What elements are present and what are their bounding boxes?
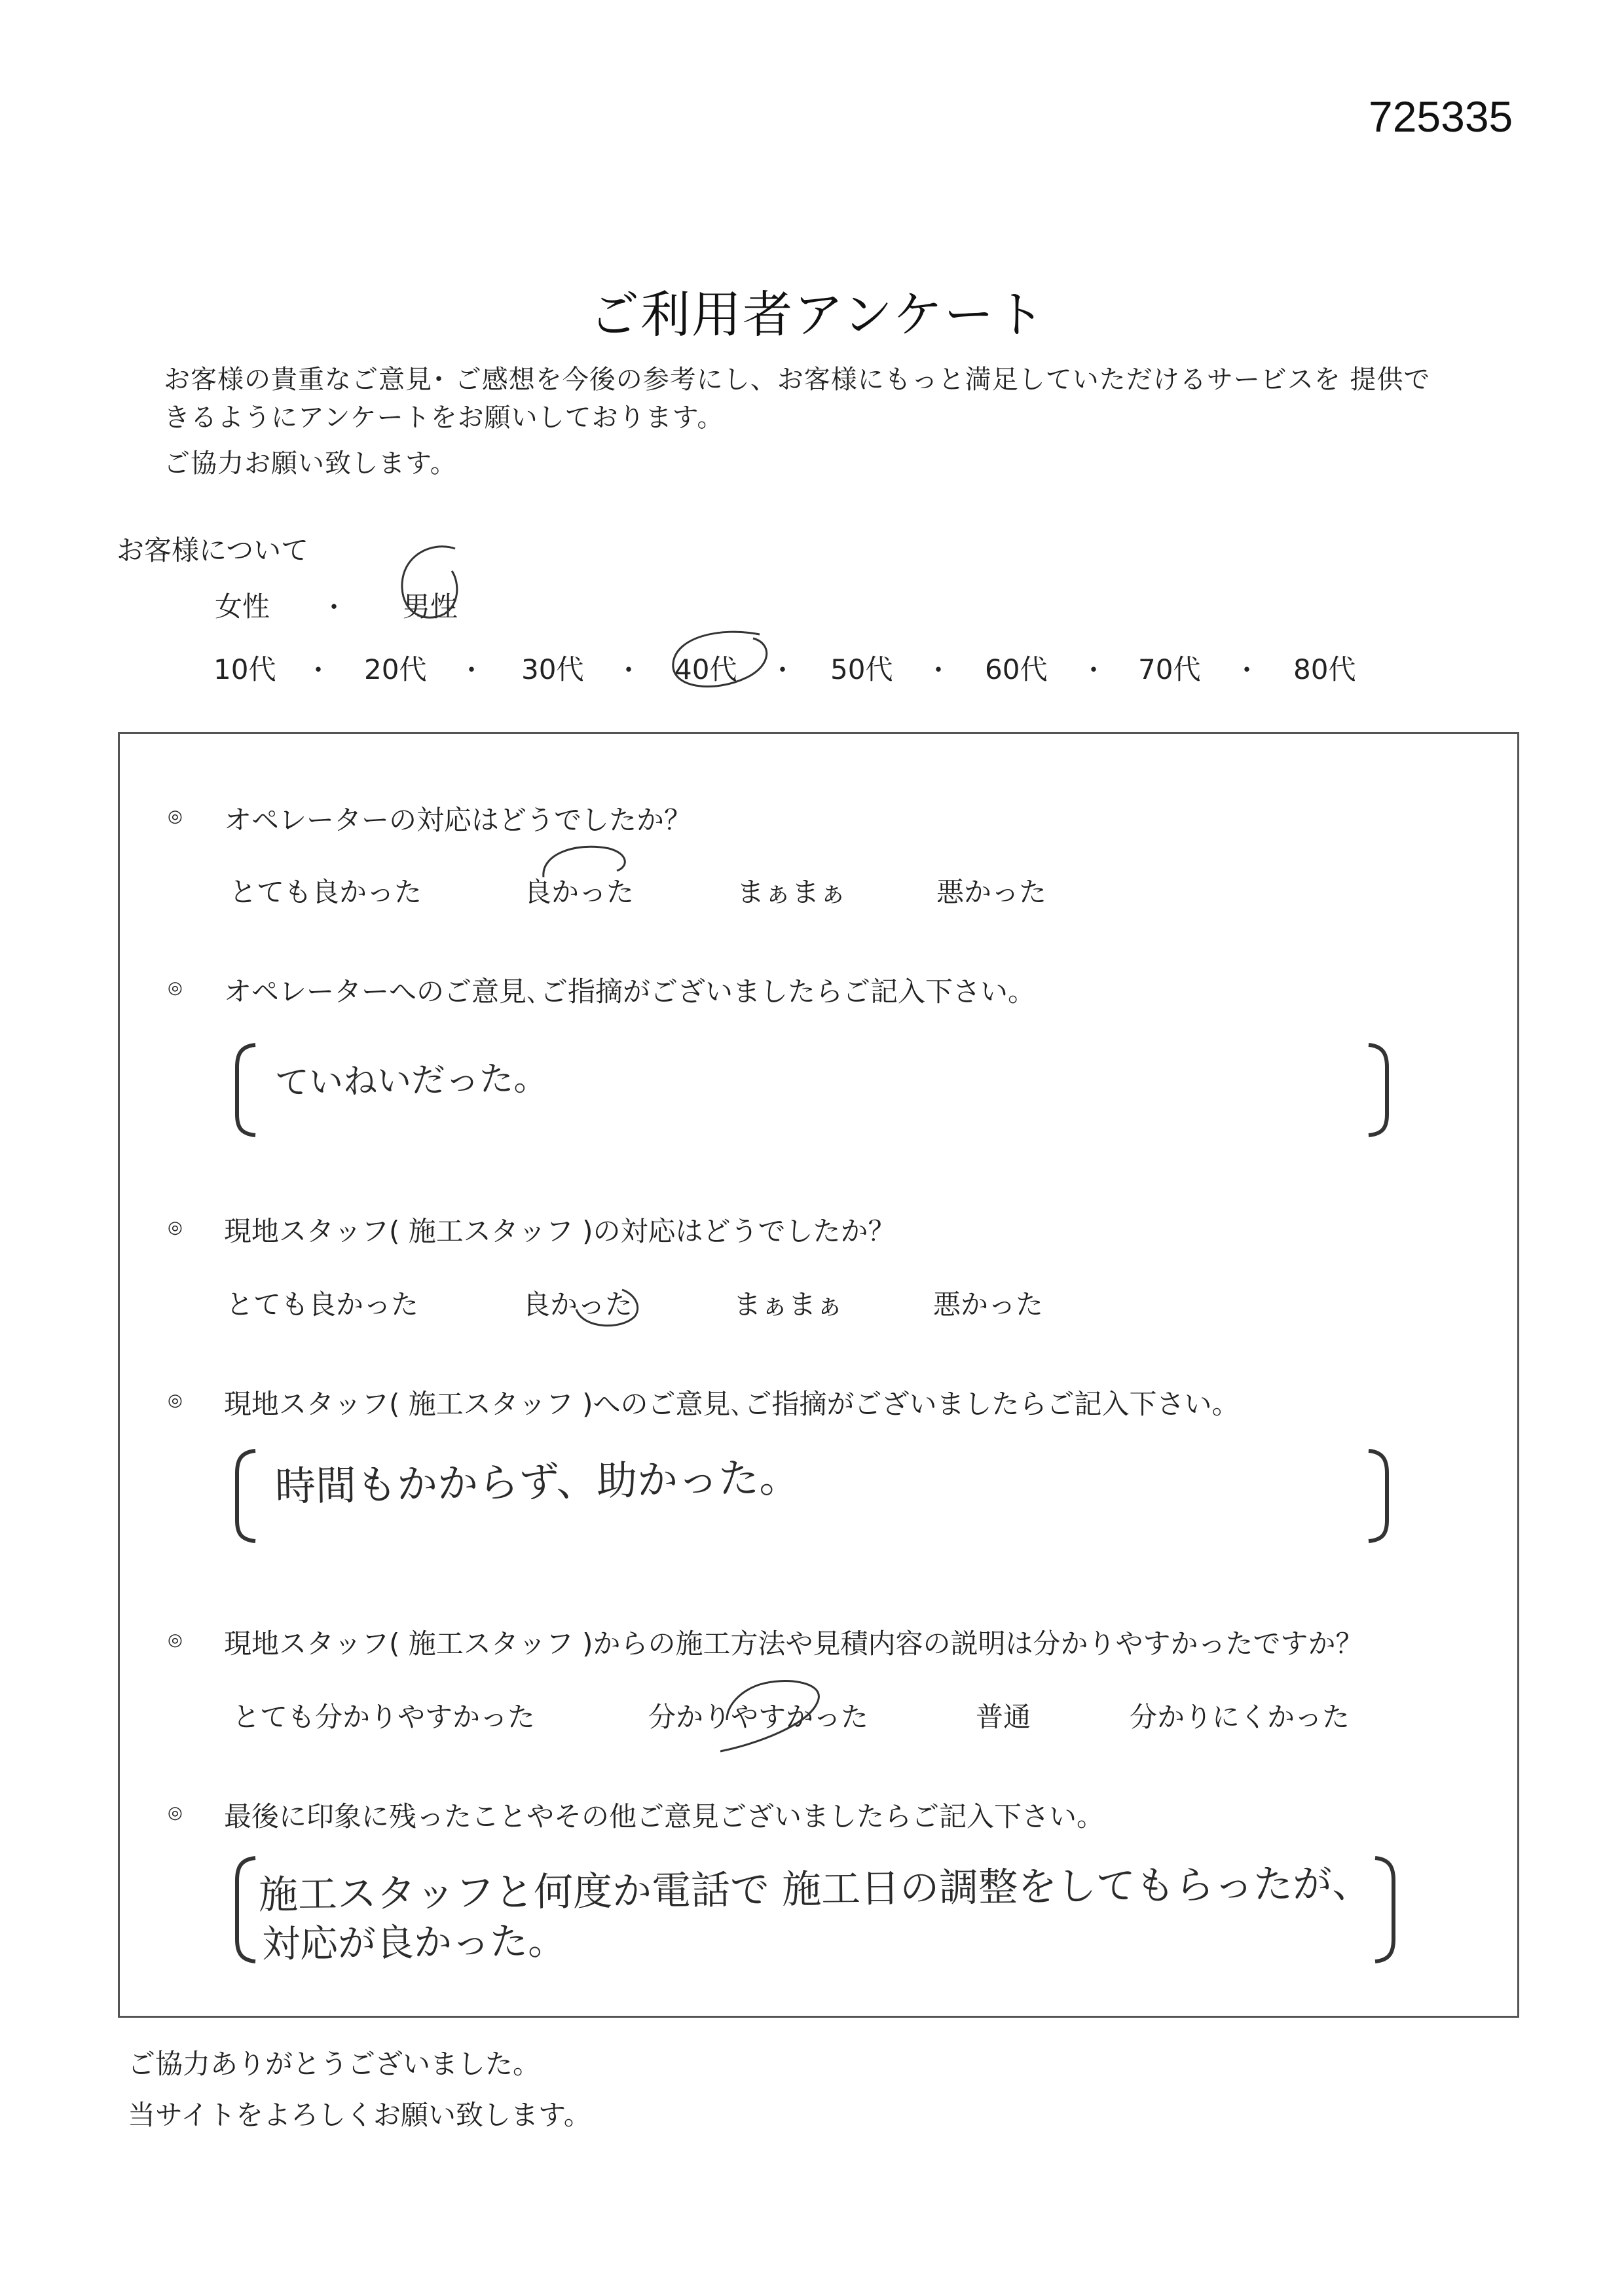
age-option-30s[interactable]: 30代	[521, 653, 584, 685]
answer-bracket-right	[1369, 1854, 1401, 1965]
q3-choice-good[interactable]: 良かった	[523, 1288, 633, 1321]
separator: ・	[616, 655, 642, 685]
page-title: ご利用者アンケート	[589, 285, 1046, 344]
age-option-60s[interactable]: 60代	[985, 653, 1048, 685]
question-2-mark: ◎	[168, 978, 183, 998]
separator: ・	[458, 655, 485, 685]
customer-heading: お客様について	[117, 534, 309, 566]
question-4-mark: ◎	[168, 1391, 183, 1410]
intro-line-3: ご協力お願い致します。	[164, 448, 457, 479]
question-5-text: 現地スタッフ( 施工スタッフ )からの施工方法や見積内容の説明は分かりやすかったですか？	[224, 1628, 1363, 1660]
q5-choice-unclear[interactable]: 分かりにくかった	[1130, 1701, 1350, 1733]
answer-6-handwriting-line-2: 対応が良かった。	[261, 1918, 566, 1967]
question-2-text: オペレーターへのご意見､ご指摘がございましたらご記入下さい。	[224, 975, 1036, 1008]
separator: ・	[305, 655, 331, 685]
answer-bracket-right	[1362, 1041, 1395, 1139]
question-1-text: オペレーターの対応はどうでしたか？	[224, 804, 692, 836]
q1-choice-very-good[interactable]: とても良かった	[229, 876, 422, 908]
thanks-line: ご協力ありがとうございました。	[128, 2048, 541, 2080]
selection-circle-male	[386, 537, 478, 629]
age-option-20s[interactable]: 20代	[364, 653, 427, 685]
selection-circle-q5	[701, 1673, 832, 1764]
site-request-line: 当サイトをよろしくお願い致します。	[128, 2099, 591, 2131]
answer-6-handwriting-line-1: 施工スタッフと何度か電話で 施工日の調整をしてもらったが、	[258, 1861, 1372, 1918]
separator: ・	[321, 592, 347, 623]
age-option-10s[interactable]: 10代	[213, 653, 276, 685]
gender-option-male[interactable]: 男性	[403, 591, 458, 623]
answer-2-handwriting: ていねいだった。	[274, 1059, 548, 1103]
question-6-mark: ◎	[168, 1803, 183, 1823]
q5-choice-very-clear[interactable]: とても分かりやすかった	[232, 1701, 536, 1733]
q1-choice-bad[interactable]: 悪かった	[936, 876, 1047, 908]
answer-bracket-left	[229, 1041, 262, 1139]
separator: ・	[769, 655, 796, 685]
answer-4-handwriting: 時間もかからず、助かった。	[274, 1453, 800, 1510]
age-option-50s[interactable]: 50代	[830, 653, 893, 685]
age-option-70s[interactable]: 70代	[1138, 653, 1201, 685]
question-1-mark: ◎	[168, 807, 183, 826]
answer-bracket-left	[229, 1854, 262, 1965]
serial-number: 725335	[1369, 92, 1513, 141]
selection-circle-40s	[661, 625, 786, 697]
separator: ・	[1234, 655, 1260, 685]
gender-option-female[interactable]: 女性	[215, 591, 270, 623]
question-3-text: 現地スタッフ( 施工スタッフ )の対応はどうでしたか？	[224, 1215, 896, 1247]
selection-circle-q3	[563, 1277, 648, 1336]
question-5-mark: ◎	[168, 1630, 183, 1650]
question-6-text: 最後に印象に残ったことやその他ご意見ございましたらご記入下さい。	[224, 1800, 1105, 1832]
q5-choice-normal[interactable]: 普通	[976, 1701, 1031, 1733]
q1-choice-good[interactable]: 良かった	[524, 876, 635, 908]
q3-choice-bad[interactable]: 悪かった	[933, 1288, 1044, 1321]
age-option-40s[interactable]: 40代	[674, 653, 737, 685]
answer-bracket-left	[229, 1447, 262, 1545]
q5-choice-clear[interactable]: 分かりやすかった	[648, 1701, 869, 1733]
answer-bracket-right	[1362, 1447, 1395, 1545]
intro-line-2: きるようにアンケートをお願いしております。	[164, 403, 724, 433]
q3-choice-very-good[interactable]: とても良かった	[226, 1288, 419, 1321]
question-3-mark: ◎	[168, 1218, 183, 1237]
age-option-80s[interactable]: 80代	[1293, 653, 1356, 685]
selection-circle-q1	[537, 838, 635, 890]
separator: ・	[1080, 655, 1107, 685]
question-4-text: 現地スタッフ( 施工スタッフ )へのご意見､ご指摘がございましたらご記入下さい。	[224, 1388, 1240, 1420]
q1-choice-average[interactable]: まぁまぁ	[737, 876, 847, 908]
intro-line-1: お客様の貴重なご意見･ ご感想を今後の参考にし、お客様にもっと満足していただけるサービスを 提供で	[164, 365, 1431, 395]
separator: ・	[925, 655, 951, 685]
q3-choice-average[interactable]: まぁまぁ	[733, 1288, 844, 1321]
